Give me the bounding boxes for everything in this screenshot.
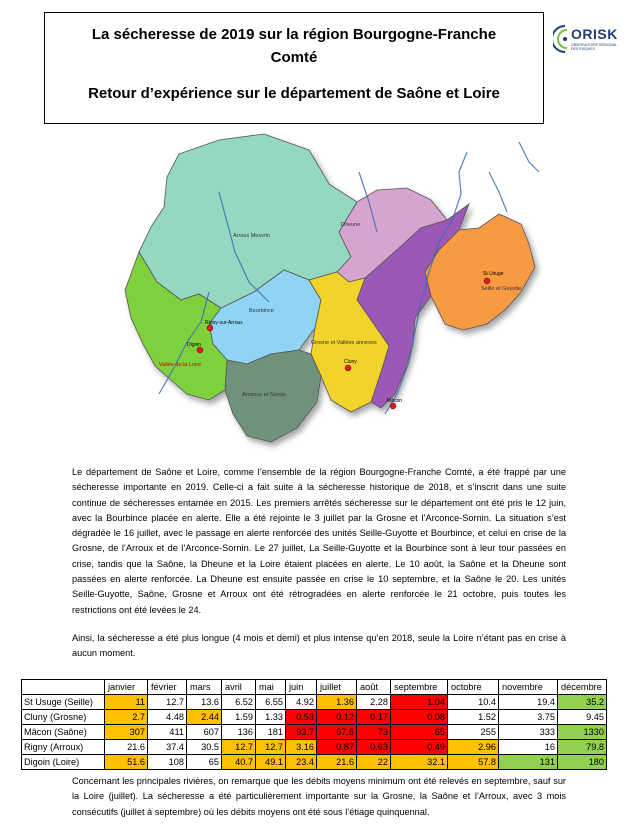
title-line-1: La sécheresse de 2019 sur la région Bourgogne-Franche [91,26,497,43]
discharge-value-cell: 65 [187,755,222,770]
discharge-value-cell: 57.8 [448,755,499,770]
month-header: août [357,680,391,695]
map-label-loire: Vallée de la Loire [159,362,202,368]
month-header: avril [222,680,256,695]
month-header: juin [286,680,317,695]
station-digoin-label: Digoin [187,342,202,348]
station-name-cell: Mâcon (Saône) [22,725,105,740]
map-label-arconce: Arconce et Sornin [242,392,286,398]
discharge-value-cell: 136 [222,725,256,740]
discharge-value-cell: 1.36 [317,695,357,710]
discharge-value-cell: 2.7 [105,710,148,725]
discharge-value-cell: 12.7 [222,740,256,755]
discharge-value-cell: 180 [558,755,607,770]
discharge-value-cell: 1.52 [448,710,499,725]
discharge-value-cell: 51.6 [105,755,148,770]
discharge-value-cell: 1330 [558,725,607,740]
map-label-grosne: Grosne et Vallées annexes [311,340,377,346]
discharge-value-cell: 0.49 [391,740,448,755]
discharge-value-cell: 11 [105,695,148,710]
station-name-cell: St Usuge (Seille) [22,695,105,710]
month-header: mai [256,680,286,695]
table-row [22,725,607,740]
month-header: janvier [105,680,148,695]
discharge-value-cell: 255 [448,725,499,740]
document-subtitle: Retour d’expérience sur le département de Saône et Loire [88,85,500,102]
summary-paragraph: Ainsi, la sécheresse a été plus longue (4 mois et demi) et plus intense qu’en 2018, seule la Loire n’étant pas en crise à aucun moment. [72,633,566,659]
discharge-value-cell: 35.2 [558,695,607,710]
discharge-value-cell: 1.59 [222,710,256,725]
table-row [22,740,607,755]
intro-paragraph: Le département de Saône et Loire, comme l’ensemble de la région Bourgogne-Franche Comté, a été frappé par une sécheresse importante en 2019. Celle-ci a fait suite à la sécheresse historique de 2018, et s’inscrit dans une suite continue de sécheresses entamée en 2015. Les premiers arrêtés sécheresse sur le département ont été pris le 12 juin, avec la Bourbince placée en alerte. Elle a été rejointe le 3 juillet par la Grosne et l’Arconce-Sornin. La situation s’est dégradée le 16 juillet, avec le passage en alerte renforcée des unités Seille-Guyotte et Bourbince, et celui en crise de la Grosne, de l’Arroux et de l’Arconce-Sornin. Le 27 juillet, La Seille-Guyotte et la Bourbince sont à leur tour passées en crise, tandis que la Saône, la Dheune et la Loire étaient placées en alerte. Le 10 août, la Saône et la Dheune sont passées en alerte renforcée. La Dheune est ensuite passée en crise le 10 septembre, et la Saône le 20. Les unités Seille-Guyotte, Saône, Grosne et Arroux ont été rétrogradées en alerte renforcée le 21 octobre, puis toutes les restrictions ont été levées le 24. [72,467,566,615]
station-cluny-label: Cluny [344,359,357,365]
discharge-value-cell: 65 [391,725,448,740]
map-label-arroux: Arroux Mesvrin [233,233,270,239]
month-header: mars [187,680,222,695]
discharge-value-cell: 3.16 [286,740,317,755]
logo-tagline: OBSERVATOIRE RÉGIONAL DES RISQUES [571,43,617,51]
discharge-value-cell: 4.48 [148,710,187,725]
title-box [44,12,544,124]
logo-mark-icon [553,24,569,54]
discharge-value-cell: 3.75 [499,710,558,725]
discharge-value-cell: 607 [187,725,222,740]
discharge-value-cell: 23.4 [286,755,317,770]
discharge-value-cell: 19.4 [499,695,558,710]
discharge-value-cell: 10.4 [448,695,499,710]
discharge-value-cell: 411 [148,725,187,740]
discharge-table [21,679,607,770]
discharge-value-cell: 6.52 [222,695,256,710]
discharge-value-cell: 131 [499,755,558,770]
station-name-cell: Rigny (Arroux) [22,740,105,755]
discharge-value-cell: 21.6 [105,740,148,755]
station-stusuge-marker [484,278,490,284]
discharge-value-cell: 4.92 [286,695,317,710]
discharge-value-cell: 21.6 [317,755,357,770]
station-name-cell: Digoin (Loire) [22,755,105,770]
discharge-value-cell: 13.6 [187,695,222,710]
discharge-value-cell: 0.63 [357,740,391,755]
discharge-value-cell: 0.17 [357,710,391,725]
station-name-cell: Cluny (Grosne) [22,710,105,725]
saone-et-loire-map [59,132,569,462]
discharge-value-cell: 0.12 [317,710,357,725]
discharge-value-cell: 93.7 [286,725,317,740]
discharge-value-cell: 9.45 [558,710,607,725]
discharge-value-cell: 49.1 [256,755,286,770]
discharge-value-cell: 12.7 [256,740,286,755]
discharge-value-cell: 2.44 [187,710,222,725]
discharge-value-cell: 1.33 [256,710,286,725]
discharge-value-cell: 73 [357,725,391,740]
station-cluny-marker [345,365,351,371]
document-title [45,23,543,69]
discharge-value-cell: 12.7 [148,695,187,710]
discharge-value-cell: 2.28 [357,695,391,710]
map-label-dheune: Dheune [341,222,361,228]
discharge-value-cell: 22 [357,755,391,770]
discharge-value-cell: 108 [148,755,187,770]
logo-name: ORISK [571,26,618,42]
discharge-value-cell: 37.4 [148,740,187,755]
discharge-value-cell: 0.53 [286,710,317,725]
discharge-value-cell: 32.1 [391,755,448,770]
month-header: novembre [499,680,558,695]
title-line-2: Comté [270,49,318,66]
month-header: octobre [448,680,499,695]
orisk-logo [553,22,623,62]
discharge-value-cell: 16 [499,740,558,755]
month-header: février [148,680,187,695]
table-row [22,755,607,770]
discharge-value-cell: 67.6 [317,725,357,740]
station-stusuge-label: St Usuge [483,271,504,277]
month-header: juillet [317,680,357,695]
table-corner-cell [22,680,105,695]
station-rigny-label: Rigny-sur-Arroux [205,320,243,326]
month-header: décembre [558,680,607,695]
month-header: septembre [391,680,448,695]
discharge-value-cell: 6.55 [256,695,286,710]
conclusion-paragraph: Concernant les principales rivières, on remarque que les débits moyens minimum ont été relevés en septembre, sauf sur la Loire (juillet). La sécheresse a été particulièrement importante sur la Grosne, la Saône et l’Arroux, avec 3 mois consécutifs (juillet à septembre) où les débits moyens ont été sous l’étiage quinquennal. [72,776,566,817]
map-label-seille: Seille et Guyotte [481,286,522,292]
discharge-value-cell: 40.7 [222,755,256,770]
discharge-value-cell: 0.87 [317,740,357,755]
table-header-row [22,680,607,695]
discharge-value-cell: 0.08 [391,710,448,725]
discharge-value-cell: 1.04 [391,695,448,710]
discharge-value-cell: 307 [105,725,148,740]
station-macon-label: Mâcon [387,398,403,404]
table-row [22,710,607,725]
map-label-bourbince: Bourbince [249,308,274,314]
discharge-value-cell: 30.5 [187,740,222,755]
discharge-value-cell: 79.8 [558,740,607,755]
discharge-value-cell: 2.96 [448,740,499,755]
table-row [22,695,607,710]
discharge-value-cell: 333 [499,725,558,740]
discharge-value-cell: 181 [256,725,286,740]
